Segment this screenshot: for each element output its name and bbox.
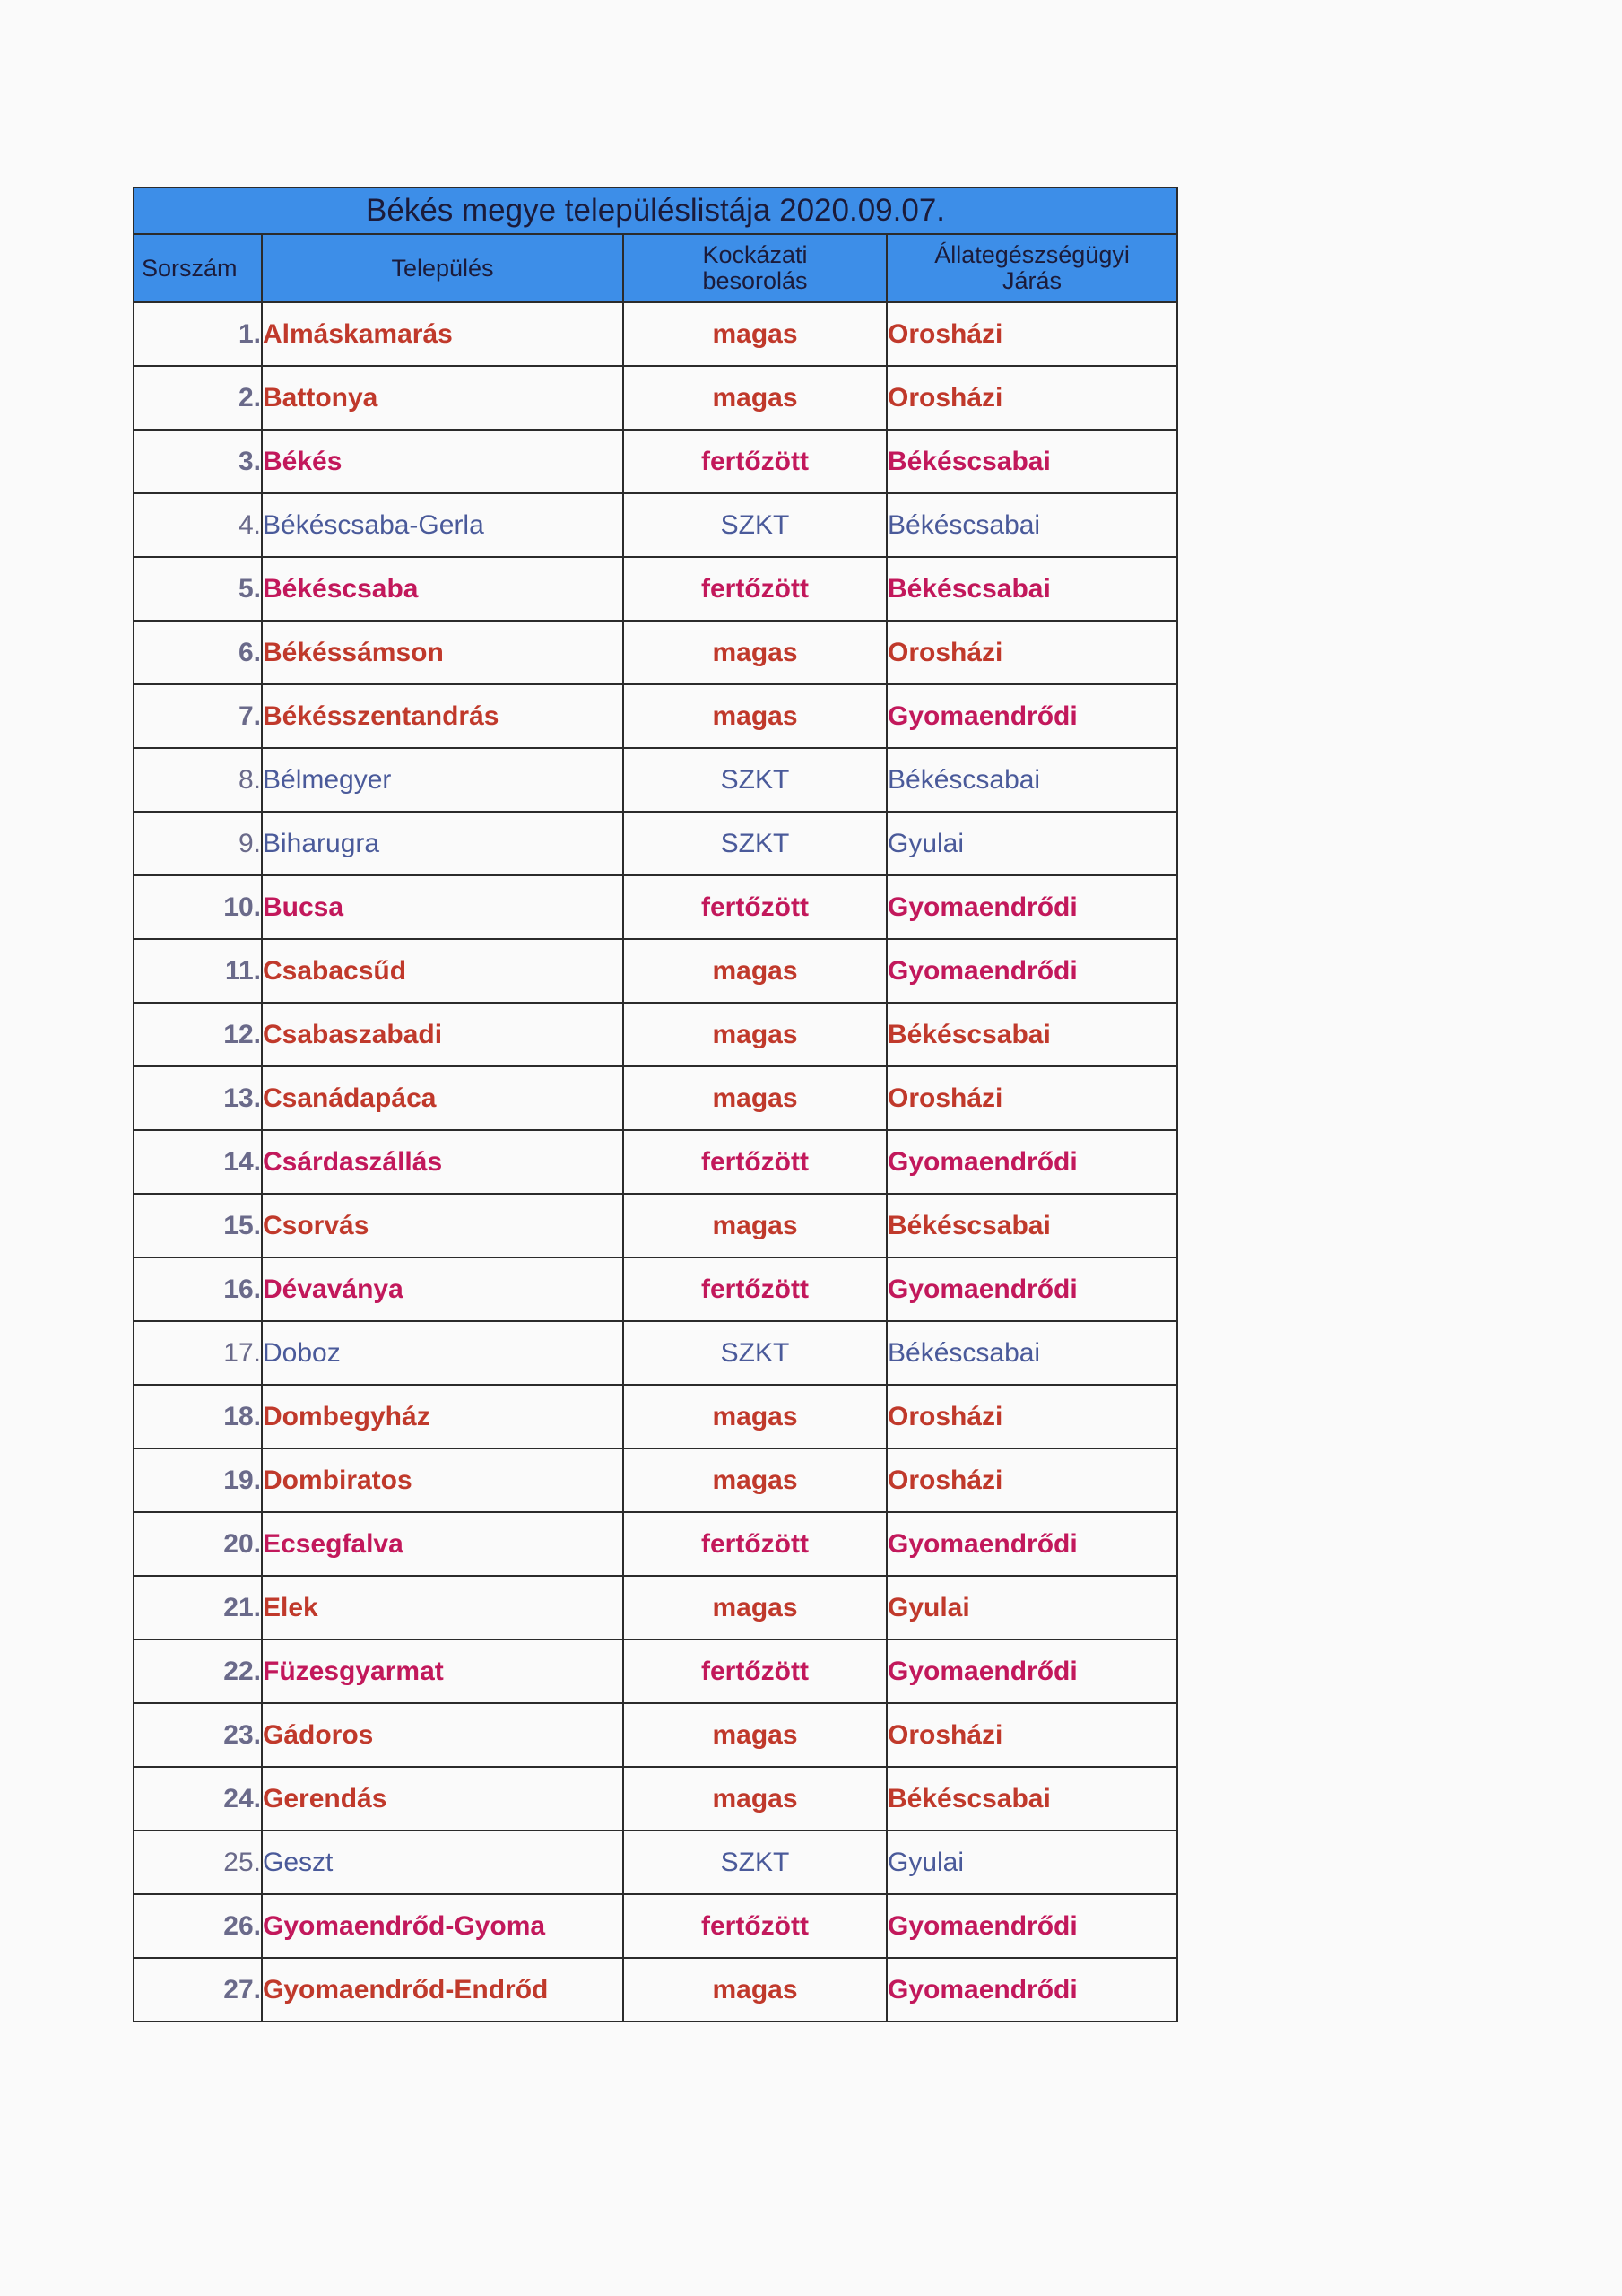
table-row xyxy=(134,1512,1177,1576)
table-row xyxy=(134,1767,1177,1831)
settlement-name: Gádoros xyxy=(262,1703,623,1767)
district-name: Orosházi xyxy=(887,1703,1177,1767)
settlement-name: Csárdaszállás xyxy=(262,1130,623,1194)
settlement-name: Békéscsaba-Gerla xyxy=(262,493,623,557)
district-name: Békéscsabai xyxy=(887,748,1177,812)
row-number: 11. xyxy=(134,939,262,1003)
row-number: 16. xyxy=(134,1257,262,1321)
header-jaras-line2: Járás xyxy=(1002,267,1063,294)
risk-category: magas xyxy=(623,302,887,366)
row-number: 1. xyxy=(134,302,262,366)
row-number: 7. xyxy=(134,684,262,748)
table-row xyxy=(134,1385,1177,1448)
risk-category: SZKT xyxy=(623,1831,887,1894)
row-number: 20. xyxy=(134,1512,262,1576)
settlement-name: Békéssámson xyxy=(262,621,623,684)
risk-category: magas xyxy=(623,366,887,430)
district-name: Gyomaendrődi xyxy=(887,1639,1177,1703)
risk-category: magas xyxy=(623,1767,887,1831)
table-row xyxy=(134,366,1177,430)
table-row xyxy=(134,939,1177,1003)
header-kockazati-line2: besorolás xyxy=(702,267,808,294)
risk-category: magas xyxy=(623,1576,887,1639)
table-row xyxy=(134,430,1177,493)
settlement-name: Csorvás xyxy=(262,1194,623,1257)
row-number: 19. xyxy=(134,1448,262,1512)
row-number: 3. xyxy=(134,430,262,493)
table-row xyxy=(134,302,1177,366)
table-header-row xyxy=(134,234,1177,302)
table-row xyxy=(134,493,1177,557)
risk-category: SZKT xyxy=(623,812,887,875)
table-row xyxy=(134,1257,1177,1321)
row-number: 22. xyxy=(134,1639,262,1703)
table-title: Békés megye településlistája 2020.09.07. xyxy=(134,187,1177,234)
risk-category: magas xyxy=(623,684,887,748)
settlement-name: Füzesgyarmat xyxy=(262,1639,623,1703)
table-row xyxy=(134,1003,1177,1066)
district-name: Gyomaendrődi xyxy=(887,1257,1177,1321)
risk-category: magas xyxy=(623,1003,887,1066)
table-row xyxy=(134,875,1177,939)
district-name: Orosházi xyxy=(887,1385,1177,1448)
row-number: 2. xyxy=(134,366,262,430)
risk-category: magas xyxy=(623,621,887,684)
table-row xyxy=(134,1703,1177,1767)
header-jaras-line1: Állategészségügyi xyxy=(934,241,1130,268)
risk-category: fertőzött xyxy=(623,1894,887,1958)
settlement-name: Dombiratos xyxy=(262,1448,623,1512)
district-name: Gyomaendrődi xyxy=(887,939,1177,1003)
district-name: Gyomaendrődi xyxy=(887,1958,1177,2022)
risk-category: fertőzött xyxy=(623,1257,887,1321)
row-number: 27. xyxy=(134,1958,262,2022)
settlement-name: Békéscsaba xyxy=(262,557,623,621)
row-number: 4. xyxy=(134,493,262,557)
row-number: 6. xyxy=(134,621,262,684)
risk-category: fertőzött xyxy=(623,1130,887,1194)
row-number: 21. xyxy=(134,1576,262,1639)
settlement-name: Gerendás xyxy=(262,1767,623,1831)
district-name: Gyulai xyxy=(887,1831,1177,1894)
table-row xyxy=(134,557,1177,621)
risk-category: magas xyxy=(623,1066,887,1130)
settlement-name: Bucsa xyxy=(262,875,623,939)
table-row xyxy=(134,1894,1177,1958)
row-number: 9. xyxy=(134,812,262,875)
table-row xyxy=(134,621,1177,684)
settlement-name: Csabaszabadi xyxy=(262,1003,623,1066)
row-number: 5. xyxy=(134,557,262,621)
district-name: Gyomaendrődi xyxy=(887,684,1177,748)
table-row xyxy=(134,684,1177,748)
table-row xyxy=(134,1130,1177,1194)
district-name: Békéscsabai xyxy=(887,1003,1177,1066)
table-row xyxy=(134,1958,1177,2022)
settlement-name: Doboz xyxy=(262,1321,623,1385)
row-number: 24. xyxy=(134,1767,262,1831)
district-name: Orosházi xyxy=(887,621,1177,684)
settlement-name: Almáskamarás xyxy=(262,302,623,366)
table-row xyxy=(134,1194,1177,1257)
district-name: Gyomaendrődi xyxy=(887,1512,1177,1576)
district-name: Békéscsabai xyxy=(887,1767,1177,1831)
table-row xyxy=(134,1066,1177,1130)
district-name: Gyulai xyxy=(887,812,1177,875)
row-number: 17. xyxy=(134,1321,262,1385)
risk-category: fertőzött xyxy=(623,1512,887,1576)
settlement-name: Gyomaendrőd-Gyoma xyxy=(262,1894,623,1958)
settlement-name: Dombegyház xyxy=(262,1385,623,1448)
row-number: 8. xyxy=(134,748,262,812)
settlement-name: Dévaványa xyxy=(262,1257,623,1321)
risk-category: magas xyxy=(623,1385,887,1448)
header-telepules: Település xyxy=(262,234,623,302)
table-row xyxy=(134,1576,1177,1639)
district-name: Békéscsabai xyxy=(887,430,1177,493)
settlement-name: Elek xyxy=(262,1576,623,1639)
header-sorszam: Sorszám xyxy=(134,234,262,302)
settlement-table xyxy=(133,187,1178,2022)
settlement-name: Bélmegyer xyxy=(262,748,623,812)
risk-category: magas xyxy=(623,1448,887,1512)
risk-category: SZKT xyxy=(623,1321,887,1385)
table-row xyxy=(134,1448,1177,1512)
header-kockazati-besorolas xyxy=(623,234,887,302)
header-allategeszsegugyi-jaras xyxy=(887,234,1177,302)
risk-category: fertőzött xyxy=(623,430,887,493)
risk-category: SZKT xyxy=(623,748,887,812)
settlement-name: Békés xyxy=(262,430,623,493)
table-row xyxy=(134,1321,1177,1385)
table-row xyxy=(134,812,1177,875)
table-body xyxy=(134,302,1177,2022)
district-name: Gyomaendrődi xyxy=(887,875,1177,939)
settlement-name: Biharugra xyxy=(262,812,623,875)
risk-category: fertőzött xyxy=(623,875,887,939)
row-number: 25. xyxy=(134,1831,262,1894)
district-name: Gyomaendrődi xyxy=(887,1130,1177,1194)
table-row xyxy=(134,1831,1177,1894)
settlement-name: Csabacsűd xyxy=(262,939,623,1003)
risk-category: magas xyxy=(623,1703,887,1767)
row-number: 23. xyxy=(134,1703,262,1767)
district-name: Békéscsabai xyxy=(887,1194,1177,1257)
district-name: Orosházi xyxy=(887,302,1177,366)
risk-category: fertőzött xyxy=(623,557,887,621)
settlement-name: Geszt xyxy=(262,1831,623,1894)
risk-category: magas xyxy=(623,1194,887,1257)
settlement-name: Ecsegfalva xyxy=(262,1512,623,1576)
row-number: 26. xyxy=(134,1894,262,1958)
risk-category: SZKT xyxy=(623,493,887,557)
district-name: Orosházi xyxy=(887,1448,1177,1512)
district-name: Békéscsabai xyxy=(887,1321,1177,1385)
district-name: Gyomaendrődi xyxy=(887,1894,1177,1958)
table-row xyxy=(134,748,1177,812)
district-name: Orosházi xyxy=(887,366,1177,430)
table-title-row xyxy=(134,187,1177,234)
row-number: 15. xyxy=(134,1194,262,1257)
district-name: Orosházi xyxy=(887,1066,1177,1130)
settlement-name: Battonya xyxy=(262,366,623,430)
row-number: 14. xyxy=(134,1130,262,1194)
row-number: 13. xyxy=(134,1066,262,1130)
district-name: Békéscsabai xyxy=(887,493,1177,557)
district-name: Gyulai xyxy=(887,1576,1177,1639)
row-number: 12. xyxy=(134,1003,262,1066)
table-row xyxy=(134,1639,1177,1703)
row-number: 18. xyxy=(134,1385,262,1448)
settlement-name: Békésszentandrás xyxy=(262,684,623,748)
risk-category: magas xyxy=(623,1958,887,2022)
header-kockazati-line1: Kockázati xyxy=(702,241,808,268)
settlement-name: Gyomaendrőd-Endrőd xyxy=(262,1958,623,2022)
row-number: 10. xyxy=(134,875,262,939)
district-name: Békéscsabai xyxy=(887,557,1177,621)
risk-category: fertőzött xyxy=(623,1639,887,1703)
settlement-name: Csanádapáca xyxy=(262,1066,623,1130)
risk-category: magas xyxy=(623,939,887,1003)
